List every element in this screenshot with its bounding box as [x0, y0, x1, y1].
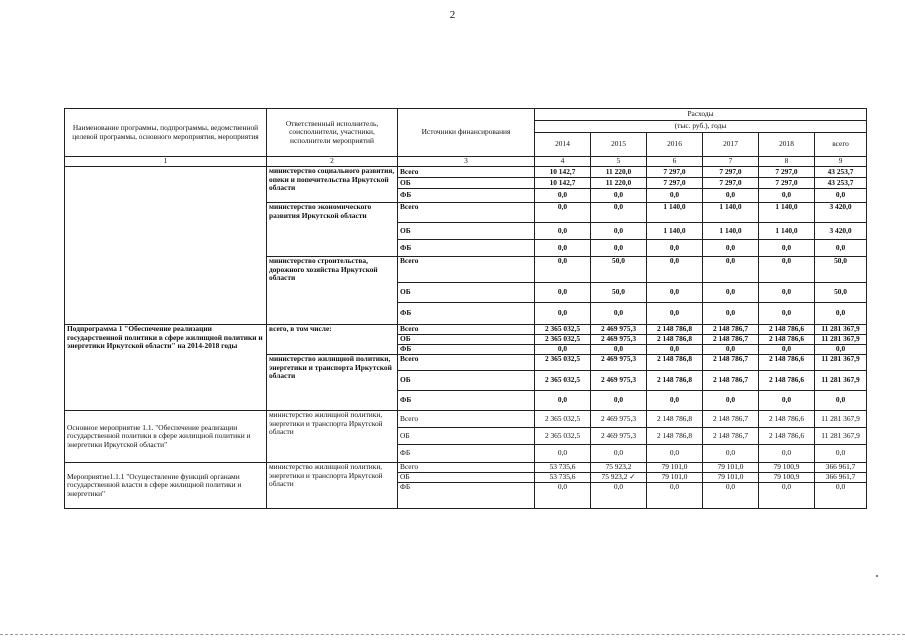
value-cell: 0,0 — [535, 257, 591, 283]
source-cell: ОБ — [398, 428, 535, 445]
value-cell: 43 253,7 — [815, 167, 867, 178]
value-cell: 2 148 786,8 — [647, 355, 703, 371]
value-cell: 43 253,7 — [815, 178, 867, 189]
executor-cell: министерство жилищной политики, энергетики и транспорта Иркутской области — [267, 463, 398, 509]
header-year: 2017 — [703, 133, 759, 157]
source-cell: ОБ — [398, 473, 535, 483]
source-cell: ФБ — [398, 240, 535, 257]
value-cell: 7 297,0 — [759, 167, 815, 178]
value-cell: 2 148 786,7 — [703, 335, 759, 345]
value-cell: 1 140,0 — [759, 223, 815, 240]
value-cell: 2 365 032,5 — [535, 411, 591, 428]
value-cell: 11 220,0 — [591, 178, 647, 189]
col-number: 7 — [703, 157, 759, 167]
value-cell: 0,0 — [759, 283, 815, 303]
value-cell: 0,0 — [535, 445, 591, 463]
value-cell: 0,0 — [535, 483, 591, 509]
page-edge-divider — [0, 634, 905, 635]
value-cell: 79 101,0 — [647, 473, 703, 483]
value-cell: 0,0 — [703, 483, 759, 509]
value-cell: 53 735,6 — [535, 473, 591, 483]
value-cell: 2 148 786,6 — [759, 428, 815, 445]
value-cell: 0,0 — [535, 240, 591, 257]
value-cell: 0,0 — [703, 240, 759, 257]
value-cell: 11 281 367,9 — [815, 371, 867, 391]
value-cell: 0,0 — [535, 223, 591, 240]
executor-cell: министерство социального развития, опеки и попечительства Иркутской области — [267, 167, 398, 203]
executor-cell: министерство экономического развития Иркутской области — [267, 203, 398, 257]
executor-cell: всего, в том числе: — [267, 325, 398, 355]
header-units: (тыс. руб.), годы — [535, 121, 867, 133]
value-cell: 2 148 786,8 — [647, 335, 703, 345]
value-cell: 50,0 — [815, 257, 867, 283]
value-cell: 0,0 — [703, 445, 759, 463]
value-cell: 0,0 — [815, 391, 867, 411]
program-name-cell: Мероприятие1.1.1 "Осуществление функций органами государственной власти в сфере жилищной политики и энергетики" — [65, 463, 267, 509]
col-number: 3 — [398, 157, 535, 167]
value-cell: 2 148 786,6 — [759, 371, 815, 391]
value-cell: 0,0 — [815, 445, 867, 463]
header-expenses: Расходы — [535, 109, 867, 121]
value-cell: 2 148 786,8 — [647, 371, 703, 391]
value-cell: 2 469 975,3 — [591, 371, 647, 391]
col-number: 4 — [535, 157, 591, 167]
value-cell: 2 469 975,3 — [591, 335, 647, 345]
col-number: 8 — [759, 157, 815, 167]
value-cell: 7 297,0 — [703, 167, 759, 178]
value-cell: 2 365 032,5 — [535, 325, 591, 335]
col-number: 9 — [815, 157, 867, 167]
program-name-cell — [65, 167, 267, 325]
value-cell: 2 148 786,8 — [647, 411, 703, 428]
value-cell: 0,0 — [703, 257, 759, 283]
value-cell: 2 148 786,7 — [703, 428, 759, 445]
value-cell: 0,0 — [759, 189, 815, 203]
value-cell: 0,0 — [815, 240, 867, 257]
value-cell: 50,0 — [815, 283, 867, 303]
scan-speck — [876, 575, 878, 577]
value-cell: 75 923,2 ✓ — [591, 473, 647, 483]
value-cell: 0,0 — [647, 303, 703, 325]
value-cell: 0,0 — [703, 391, 759, 411]
col-number: 1 — [65, 157, 267, 167]
value-cell: 0,0 — [815, 483, 867, 509]
value-cell: 2 365 032,5 — [535, 371, 591, 391]
value-cell: 53 735,6 — [535, 463, 591, 473]
value-cell: 7 297,0 — [759, 178, 815, 189]
value-cell: 2 148 786,8 — [647, 428, 703, 445]
value-cell: 2 148 786,6 — [759, 325, 815, 335]
value-cell: 2 148 786,6 — [759, 335, 815, 345]
value-cell: 0,0 — [647, 345, 703, 355]
source-cell: Всего — [398, 325, 535, 335]
value-cell: 2 469 975,3 — [591, 325, 647, 335]
source-cell: ОБ — [398, 223, 535, 240]
source-cell: Всего — [398, 203, 535, 223]
executor-cell: министерство жилищной политики, энергетики и транспорта Иркутской области — [267, 411, 398, 463]
value-cell: 11 281 367,9 — [815, 355, 867, 371]
value-cell: 2 365 032,5 — [535, 335, 591, 345]
value-cell: 2 469 975,3 — [591, 428, 647, 445]
source-cell: Всего — [398, 167, 535, 178]
value-cell: 50,0 — [591, 283, 647, 303]
value-cell: 366 961,7 — [815, 473, 867, 483]
value-cell: 79 101,0 — [703, 463, 759, 473]
value-cell: 0,0 — [815, 303, 867, 325]
value-cell: 0,0 — [647, 283, 703, 303]
value-cell: 0,0 — [703, 345, 759, 355]
table-row — [65, 411, 867, 428]
value-cell: 0,0 — [591, 223, 647, 240]
value-cell: 2 148 786,6 — [759, 355, 815, 371]
source-cell: ФБ — [398, 345, 535, 355]
header-year: 2014 — [535, 133, 591, 157]
value-cell: 0,0 — [535, 203, 591, 223]
header-year: 2016 — [647, 133, 703, 157]
value-cell: 0,0 — [591, 203, 647, 223]
value-cell: 0,0 — [591, 391, 647, 411]
value-cell: 11 281 367,9 — [815, 325, 867, 335]
col-number: 2 — [267, 157, 398, 167]
value-cell: 0,0 — [759, 445, 815, 463]
value-cell: 0,0 — [591, 240, 647, 257]
table-row — [65, 463, 867, 473]
value-cell: 0,0 — [647, 240, 703, 257]
header-name: Наименование программы, подпрограммы, ведомственной целевой программы, основного мероприятия, мероприятия — [65, 109, 267, 157]
source-cell: Всего — [398, 257, 535, 283]
program-name-cell: Основное мероприятие 1.1. "Обеспечение реализации государственной политики в сфере жилищной политики и энергетики Иркутской области" — [65, 411, 267, 463]
header-executor: Ответственный исполнитель, соисполнители, участники, исполнители мероприятий — [267, 109, 398, 157]
value-cell: 0,0 — [591, 303, 647, 325]
value-cell: 79 100,9 — [759, 463, 815, 473]
source-cell: ФБ — [398, 483, 535, 509]
value-cell: 2 365 032,5 — [535, 355, 591, 371]
source-cell: ОБ — [398, 335, 535, 345]
value-cell: 0,0 — [535, 189, 591, 203]
value-cell: 1 140,0 — [647, 223, 703, 240]
value-cell: 2 469 975,3 — [591, 355, 647, 371]
value-cell: 0,0 — [591, 345, 647, 355]
value-cell: 0,0 — [759, 345, 815, 355]
header-year-total: всего — [815, 133, 867, 157]
value-cell: 0,0 — [815, 345, 867, 355]
source-cell: Всего — [398, 411, 535, 428]
value-cell: 0,0 — [647, 483, 703, 509]
value-cell: 2 148 786,7 — [703, 355, 759, 371]
col-number: 5 — [591, 157, 647, 167]
value-cell: 0,0 — [647, 391, 703, 411]
col-number: 6 — [647, 157, 703, 167]
value-cell: 0,0 — [703, 283, 759, 303]
value-cell: 0,0 — [759, 391, 815, 411]
value-cell: 79 101,0 — [647, 463, 703, 473]
executor-cell: министерство строительства, дорожного хозяйства Иркутской области — [267, 257, 398, 325]
value-cell: 3 420,0 — [815, 203, 867, 223]
value-cell: 0,0 — [759, 483, 815, 509]
value-cell: 11 220,0 — [591, 167, 647, 178]
value-cell: 79 101,0 — [703, 473, 759, 483]
value-cell: 2 148 786,6 — [759, 411, 815, 428]
value-cell: 0,0 — [535, 391, 591, 411]
source-cell: ФБ — [398, 189, 535, 203]
value-cell: 7 297,0 — [647, 178, 703, 189]
source-cell: ФБ — [398, 303, 535, 325]
value-cell: 1 140,0 — [703, 203, 759, 223]
executor-cell: министерство жилищной политики, энергетики и транспорта Иркутской области — [267, 355, 398, 411]
value-cell: 79 100,9 — [759, 473, 815, 483]
page-number: 2 — [449, 9, 456, 21]
source-cell: ФБ — [398, 391, 535, 411]
value-cell: 0,0 — [535, 345, 591, 355]
value-cell: 3 420,0 — [815, 223, 867, 240]
source-cell: ОБ — [398, 283, 535, 303]
value-cell: 0,0 — [815, 189, 867, 203]
value-cell: 2 148 786,7 — [703, 371, 759, 391]
value-cell: 0,0 — [759, 240, 815, 257]
value-cell: 10 142,7 — [535, 178, 591, 189]
value-cell: 0,0 — [591, 483, 647, 509]
value-cell: 0,0 — [703, 303, 759, 325]
program-name-cell: Подпрограмма 1 "Обеспечение реализации государственной политики в сфере жилищной политики и энергетики Иркутской области" на 2014-2018 годы — [65, 325, 267, 411]
value-cell: 366 961,7 — [815, 463, 867, 473]
value-cell: 2 148 786,7 — [703, 411, 759, 428]
value-cell: 0,0 — [591, 445, 647, 463]
value-cell: 0,0 — [647, 445, 703, 463]
value-cell: 0,0 — [759, 303, 815, 325]
source-cell: ФБ — [398, 445, 535, 463]
value-cell: 7 297,0 — [703, 178, 759, 189]
value-cell: 0,0 — [759, 257, 815, 283]
value-cell: 0,0 — [591, 189, 647, 203]
source-cell: Всего — [398, 463, 535, 473]
value-cell: 2 148 786,7 — [703, 325, 759, 335]
value-cell: 2 365 032,5 — [535, 428, 591, 445]
value-cell: 2 469 975,3 — [591, 411, 647, 428]
value-cell: 0,0 — [703, 189, 759, 203]
value-cell: 0,0 — [647, 257, 703, 283]
source-cell: ОБ — [398, 371, 535, 391]
table-row — [65, 325, 867, 335]
value-cell: 0,0 — [535, 283, 591, 303]
source-cell: ОБ — [398, 178, 535, 189]
value-cell: 0,0 — [647, 189, 703, 203]
budget-table — [64, 108, 867, 509]
table-row — [65, 167, 867, 178]
value-cell: 50,0 — [591, 257, 647, 283]
value-cell: 7 297,0 — [647, 167, 703, 178]
header-year: 2018 — [759, 133, 815, 157]
value-cell: 11 281 367,9 — [815, 411, 867, 428]
source-cell: Всего — [398, 355, 535, 371]
value-cell: 1 140,0 — [703, 223, 759, 240]
value-cell: 0,0 — [535, 303, 591, 325]
value-cell: 1 140,0 — [647, 203, 703, 223]
header-source: Источники финансирования — [398, 109, 535, 157]
header-year: 2015 — [591, 133, 647, 157]
value-cell: 10 142,7 — [535, 167, 591, 178]
value-cell: 11 281 367,9 — [815, 335, 867, 345]
value-cell: 1 140,0 — [759, 203, 815, 223]
value-cell: 2 148 786,8 — [647, 325, 703, 335]
value-cell: 75 923,2 — [591, 463, 647, 473]
value-cell: 11 281 367,9 — [815, 428, 867, 445]
